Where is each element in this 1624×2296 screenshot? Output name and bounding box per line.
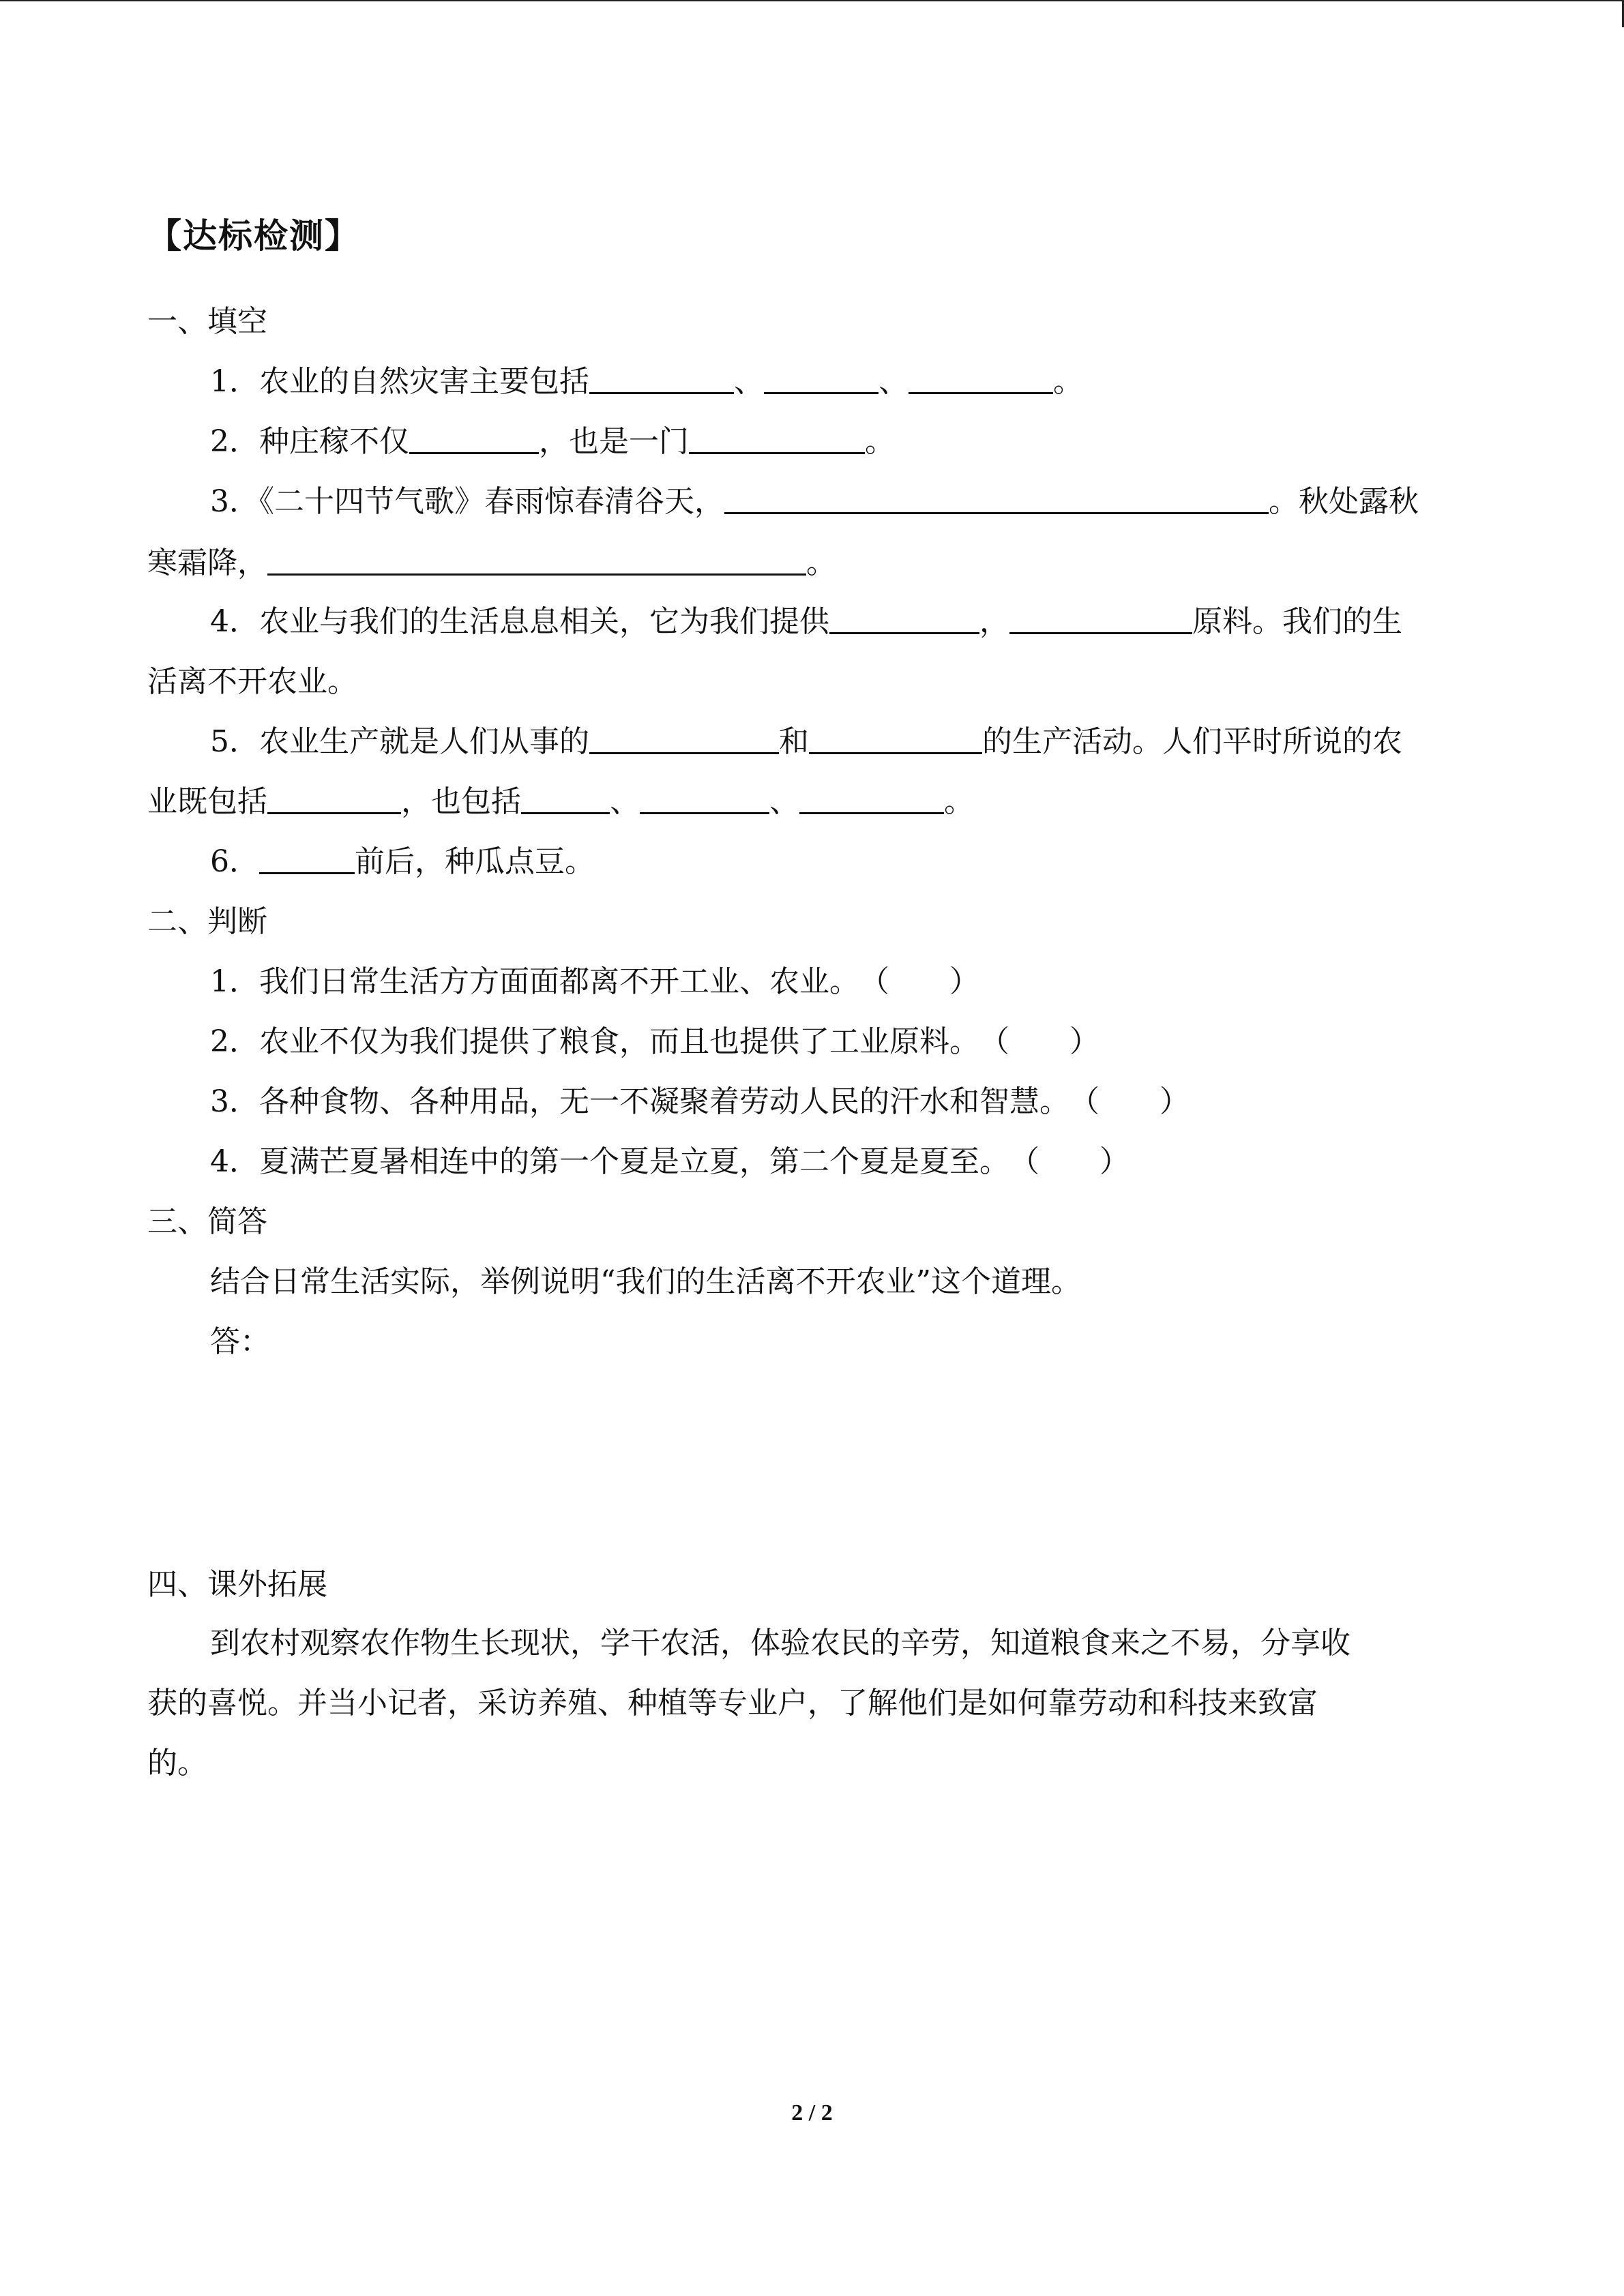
period: 。	[806, 546, 836, 580]
page-title: 【达标检测】	[147, 216, 360, 256]
q4-text: 原料。我们的生	[1192, 604, 1402, 639]
judge-question-1	[210, 961, 979, 1002]
q2-text: ，也是一门	[539, 424, 689, 459]
q5-text: 业既包括	[147, 784, 267, 819]
answer-label: 答：	[210, 1324, 270, 1359]
judge-question-4	[210, 1142, 1130, 1182]
judge-text: 1．我们日常生活方方面面都离不开工业、农业。	[210, 964, 859, 999]
page-top-border	[0, 0, 1624, 1]
q2-text: 2．种庄稼不仅	[210, 424, 409, 459]
section-heading-short: 三、简答	[147, 1204, 267, 1239]
fill-question-5-cont	[147, 781, 974, 822]
answer-blank[interactable]	[259, 842, 355, 874]
fill-question-3-cont	[147, 543, 836, 584]
answer-blank[interactable]	[589, 722, 779, 754]
judge-question-2	[210, 1022, 1099, 1062]
extend-paragraph-line: 获的喜悦。并当小记者，采访养殖、种植等专业户，了解他们是如何靠劳动和科技来致富	[147, 1686, 1318, 1720]
separator: 、	[879, 364, 909, 399]
answer-blank[interactable]	[764, 362, 879, 394]
extend-paragraph-line: 到农村观察农作物生长现状，学干农活，体验农民的辛劳，知道粮食来之不易，分享收	[210, 1626, 1350, 1660]
answer-parentheses[interactable]: （ ）	[1069, 1084, 1190, 1119]
q5-text: 5．农业生产就是人们从事的	[210, 724, 589, 759]
separator: 、	[769, 784, 799, 819]
fill-question-1	[210, 361, 1083, 402]
answer-blank[interactable]	[1009, 602, 1192, 634]
period: 。	[865, 424, 895, 459]
answer-blank[interactable]	[909, 362, 1053, 394]
answer-blank[interactable]	[267, 543, 806, 576]
period: 。	[944, 784, 974, 819]
answer-blank[interactable]	[809, 722, 982, 754]
extend-paragraph-line: 的。	[147, 1746, 207, 1780]
separator: 、	[734, 364, 764, 399]
q6-text: 前后，种瓜点豆。	[355, 844, 595, 879]
answer-blank[interactable]	[267, 782, 401, 814]
section-heading-fill: 一、填空	[147, 304, 267, 339]
judge-text: 4．夏满芒夏暑相连中的第一个夏是立夏，第二个夏是夏至。	[210, 1144, 1009, 1179]
q1-text: 1．农业的自然灾害主要包括	[210, 364, 589, 399]
judge-text: 2．农业不仅为我们提供了粮食，而且也提供了工业原料。	[210, 1024, 979, 1059]
fill-question-4-cont: 活离不开农业。	[147, 664, 357, 699]
answer-parentheses[interactable]: （ ）	[979, 1024, 1099, 1059]
q5-text: 和	[779, 724, 809, 759]
q3-text: 寒霜降，	[147, 546, 267, 580]
section-heading-extend: 四、课外拓展	[147, 1567, 327, 1602]
page-number: 2 / 2	[791, 2100, 833, 2126]
answer-blank[interactable]	[689, 422, 865, 454]
q3-text: 。秋处露秋	[1269, 484, 1419, 519]
answer-blank[interactable]	[799, 782, 944, 814]
answer-blank[interactable]	[640, 782, 769, 814]
fill-question-3	[210, 481, 1419, 522]
fill-question-4	[210, 601, 1402, 642]
q3-text: 3．《二十四节气歌》春雨惊春清谷天，	[210, 484, 724, 519]
fill-question-5	[210, 721, 1402, 762]
q4-text: 4．农业与我们的生活息息相关，它为我们提供	[210, 604, 829, 639]
section-heading-judge: 二、判断	[147, 904, 267, 939]
fill-question-2	[210, 421, 895, 462]
q4-text: ，	[979, 604, 1009, 639]
period: 。	[1053, 364, 1083, 399]
fill-question-6	[210, 841, 595, 882]
answer-parentheses[interactable]: （ ）	[1009, 1144, 1130, 1179]
q6-text: 6．	[210, 844, 259, 879]
short-question: 结合日常生活实际，举例说明“我们的生活离不开农业”这个道理。	[210, 1264, 1081, 1299]
answer-blank[interactable]	[521, 782, 610, 814]
answer-blank[interactable]	[409, 422, 539, 454]
q5-text: ，也包括	[401, 784, 521, 819]
answer-parentheses[interactable]: （ ）	[859, 964, 979, 999]
separator: 、	[610, 784, 640, 819]
judge-text: 3．各种食物、各种用品，无一不凝聚着劳动人民的汗水和智慧。	[210, 1084, 1069, 1119]
answer-blank[interactable]	[589, 362, 734, 394]
answer-blank[interactable]	[829, 602, 979, 634]
q5-text: 的生产活动。人们平时所说的农	[982, 724, 1402, 759]
answer-blank[interactable]	[724, 482, 1269, 514]
judge-question-3	[210, 1082, 1190, 1122]
